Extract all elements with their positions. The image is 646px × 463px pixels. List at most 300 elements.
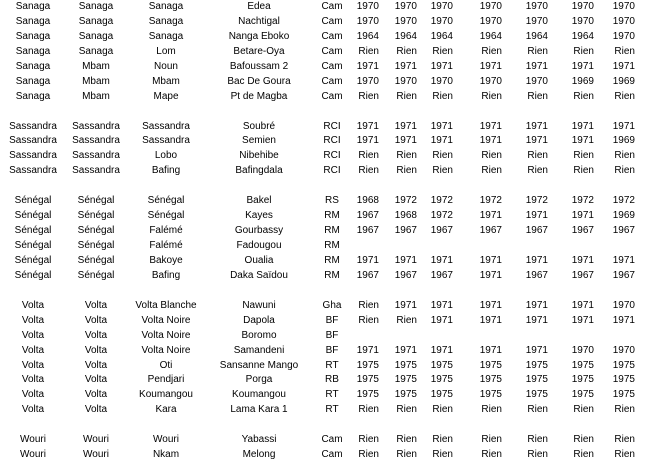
basin-cell: Volta	[21, 344, 45, 356]
year-cell: 1970	[394, 1, 417, 12]
country-cell: RM	[324, 210, 340, 222]
year-cell: 1971	[394, 135, 417, 147]
tributary-cell: Sanaga	[148, 1, 184, 12]
year-cell: Rien	[527, 449, 548, 461]
year-cell: 1970	[612, 344, 635, 356]
year-cell: 1971	[394, 254, 417, 266]
year-cell: 1972	[525, 195, 548, 207]
year-cell: Rien	[358, 314, 379, 326]
year-cell: 1971	[479, 210, 502, 222]
year-cell: 1967	[356, 210, 379, 222]
basin-cell: Volta	[21, 314, 45, 326]
basin-cell: Sanaga	[15, 1, 51, 12]
table-row	[0, 329, 646, 344]
basin-cell: Volta	[21, 389, 45, 401]
year-cell: 1967	[571, 269, 594, 281]
basin-cell: Volta	[21, 329, 45, 341]
year-cell: 1971	[525, 344, 548, 356]
year-cell: 1971	[430, 344, 453, 356]
tributary-cell: Mape	[153, 90, 179, 102]
river-cell: Wouri	[83, 434, 109, 446]
tributary-cell: Bakoye	[149, 254, 183, 266]
country-cell: RT	[325, 389, 339, 401]
table-row	[0, 90, 646, 105]
year-cell: Rien	[527, 150, 548, 162]
year-cell: 1971	[356, 135, 379, 147]
year-cell: 1971	[394, 60, 417, 72]
year-cell: 1971	[430, 314, 453, 326]
country-cell: RT	[325, 404, 339, 416]
river-cell: Volta	[84, 344, 108, 356]
year-cell: Rien	[573, 150, 594, 162]
year-cell: 1970	[612, 299, 635, 311]
tributary-cell: Sénégal	[147, 210, 185, 222]
tributary-cell: Pendjari	[147, 374, 185, 386]
year-cell: 1975	[356, 374, 379, 386]
year-cell: 1975	[394, 359, 417, 371]
year-cell: Rien	[614, 165, 635, 177]
year-cell: 1971	[356, 60, 379, 72]
year-cell: 1975	[571, 374, 594, 386]
year-cell: 1971	[479, 135, 502, 147]
country-cell: Cam	[321, 90, 343, 102]
year-cell: 1972	[430, 195, 453, 207]
tributary-cell: Wouri	[153, 434, 179, 446]
year-cell: Rien	[573, 404, 594, 416]
year-cell: Rien	[358, 299, 379, 311]
year-cell: 1975	[571, 359, 594, 371]
year-cell: Rien	[481, 404, 502, 416]
tributary-cell: Koumangou	[139, 389, 193, 401]
year-cell: 1975	[612, 374, 635, 386]
year-cell: 1971	[430, 120, 453, 132]
station-cell: Daka Saïdou	[230, 269, 288, 281]
group-spacer	[0, 179, 646, 194]
table-row	[0, 239, 646, 254]
river-cell: Sanaga	[78, 15, 114, 27]
station-cell: Semien	[242, 135, 276, 147]
year-cell: 1975	[479, 374, 502, 386]
tributary-cell: Lom	[156, 45, 176, 57]
basin-cell: Volta	[21, 359, 45, 371]
country-cell: Cam	[321, 1, 343, 12]
year-cell: Rien	[481, 434, 502, 446]
river-cell: Sénégal	[77, 269, 115, 281]
year-cell: 1971	[612, 120, 635, 132]
year-cell: 1969	[612, 210, 635, 222]
country-cell: Cam	[321, 434, 343, 446]
year-cell: Rien	[481, 90, 502, 102]
tributary-cell: Falémé	[149, 225, 183, 237]
year-cell: 1971	[394, 344, 417, 356]
group-spacer	[0, 418, 646, 433]
basin-cell: Sassandra	[9, 135, 57, 147]
year-cell: Rien	[432, 45, 453, 57]
year-cell: 1975	[356, 389, 379, 401]
table-row	[0, 134, 646, 149]
year-cell: Rien	[432, 449, 453, 461]
group-spacer	[0, 105, 646, 120]
year-cell: Rien	[432, 150, 453, 162]
year-cell: 1970	[525, 15, 548, 27]
table-row	[0, 15, 646, 30]
station-cell: Melong	[242, 449, 276, 461]
year-cell: 1971	[525, 135, 548, 147]
year-cell: 1970	[612, 15, 635, 27]
year-cell: 1971	[430, 135, 453, 147]
river-cell: Sénégal	[77, 240, 115, 251]
basin-cell: Sassandra	[9, 150, 57, 162]
station-cell: Porga	[245, 374, 273, 386]
basin-cell: Sassandra	[9, 120, 57, 132]
year-cell: Rien	[527, 90, 548, 102]
country-cell: Cam	[321, 449, 343, 461]
station-cell: Bakel	[246, 195, 272, 207]
year-cell: 1968	[394, 210, 417, 222]
country-cell: RM	[324, 254, 340, 266]
year-cell: 1971	[430, 254, 453, 266]
year-cell: 1972	[394, 195, 417, 207]
year-cell: 1975	[394, 374, 417, 386]
basin-cell: Sanaga	[15, 75, 51, 87]
station-cell: Nibehibe	[239, 150, 279, 162]
year-cell: 1970	[571, 15, 594, 27]
year-cell: Rien	[481, 45, 502, 57]
tributary-cell: Falémé	[149, 240, 183, 251]
country-cell: Cam	[321, 15, 343, 27]
year-cell: Rien	[527, 165, 548, 177]
year-cell: 1967	[525, 225, 548, 237]
tributary-cell: Sénégal	[147, 195, 185, 207]
tributary-cell: Volta Noire	[141, 344, 191, 356]
year-cell: 1970	[356, 15, 379, 27]
station-cell: Yabassi	[241, 434, 277, 446]
river-cell: Mbam	[82, 60, 110, 72]
year-cell: Rien	[614, 404, 635, 416]
country-cell: BF	[325, 329, 339, 341]
basin-cell: Volta	[21, 374, 45, 386]
country-cell: RCI	[323, 165, 341, 177]
river-cell: Sénégal	[77, 210, 115, 222]
year-cell: 1972	[430, 210, 453, 222]
year-cell: 1964	[525, 30, 548, 42]
year-cell: 1967	[394, 225, 417, 237]
tributary-cell: Volta Blanche	[135, 299, 197, 311]
country-cell: RM	[324, 240, 340, 251]
tributary-cell: Sanaga	[148, 30, 184, 42]
station-cell: Koumangou	[232, 389, 286, 401]
river-cell: Volta	[84, 404, 108, 416]
year-cell: 1967	[612, 225, 635, 237]
year-cell: 1970	[612, 1, 635, 12]
group-spacer	[0, 284, 646, 299]
year-cell: Rien	[614, 150, 635, 162]
year-cell: 1975	[479, 359, 502, 371]
basin-cell: Wouri	[20, 434, 46, 446]
station-cell: Fadougou	[236, 240, 282, 251]
basin-cell: Sanaga	[15, 30, 51, 42]
table-row	[0, 373, 646, 388]
station-cell: Nanga Eboko	[228, 30, 290, 42]
basin-cell: Sénégal	[14, 269, 52, 281]
year-cell: 1972	[479, 195, 502, 207]
year-cell: 1975	[356, 359, 379, 371]
country-cell: Gha	[322, 299, 342, 311]
year-cell: Rien	[396, 90, 417, 102]
year-cell: 1971	[356, 344, 379, 356]
river-cell: Sanaga	[78, 1, 114, 12]
river-cell: Volta	[84, 329, 108, 341]
river-cell: Sassandra	[72, 165, 120, 177]
year-cell: 1967	[571, 225, 594, 237]
table-row	[0, 344, 646, 359]
year-cell: 1975	[430, 374, 453, 386]
year-cell: 1975	[394, 389, 417, 401]
tributary-cell: Volta Noire	[141, 329, 191, 341]
tributary-cell: Nkam	[152, 449, 180, 461]
year-cell: 1971	[525, 60, 548, 72]
year-cell: 1967	[356, 225, 379, 237]
table-row	[0, 209, 646, 224]
year-cell: 1967	[430, 225, 453, 237]
year-cell: Rien	[396, 449, 417, 461]
year-cell: 1964	[394, 30, 417, 42]
river-cell: Sassandra	[72, 150, 120, 162]
year-cell: 1971	[479, 60, 502, 72]
year-cell: 1964	[430, 30, 453, 42]
tributary-cell: Mbam	[152, 75, 180, 87]
year-cell: Rien	[573, 45, 594, 57]
tributary-cell: Kara	[155, 404, 177, 416]
year-cell: Rien	[481, 150, 502, 162]
country-cell: RM	[324, 269, 340, 281]
year-cell: Rien	[358, 404, 379, 416]
year-cell: Rien	[614, 449, 635, 461]
basin-cell: Sénégal	[14, 254, 52, 266]
station-cell: Bac De Goura	[227, 75, 291, 87]
tributary-cell: Bafing	[151, 269, 181, 281]
year-cell: 1970	[479, 1, 502, 12]
year-cell: 1970	[525, 75, 548, 87]
year-cell: 1967	[430, 269, 453, 281]
river-cell: Wouri	[83, 449, 109, 461]
country-cell: RB	[325, 374, 339, 386]
year-cell: Rien	[396, 165, 417, 177]
year-cell: 1975	[612, 359, 635, 371]
year-cell: 1971	[479, 344, 502, 356]
basin-cell: Sanaga	[15, 15, 51, 27]
year-cell: 1970	[430, 75, 453, 87]
year-cell: 1975	[525, 374, 548, 386]
year-cell: 1964	[479, 30, 502, 42]
year-cell: Rien	[614, 434, 635, 446]
year-cell: 1970	[356, 1, 379, 12]
year-cell: 1975	[479, 389, 502, 401]
year-cell: 1970	[612, 30, 635, 42]
year-cell: 1971	[571, 60, 594, 72]
station-cell: Boromo	[241, 329, 277, 341]
basin-cell: Volta	[21, 404, 45, 416]
year-cell: Rien	[573, 449, 594, 461]
river-cell: Volta	[84, 314, 108, 326]
year-cell: Rien	[396, 150, 417, 162]
year-cell: Rien	[396, 45, 417, 57]
year-cell: 1975	[430, 389, 453, 401]
basin-cell: Sanaga	[15, 90, 51, 102]
station-cell: Bafingdala	[235, 165, 283, 177]
country-cell: RCI	[323, 150, 341, 162]
tributary-cell: Volta Noire	[141, 314, 191, 326]
year-cell: 1975	[430, 359, 453, 371]
year-cell: 1972	[612, 195, 635, 207]
year-cell: 1970	[479, 75, 502, 87]
country-cell: Cam	[321, 75, 343, 87]
year-cell: 1970	[479, 15, 502, 27]
year-cell: Rien	[527, 45, 548, 57]
table-row	[0, 359, 646, 374]
year-cell: Rien	[614, 90, 635, 102]
country-cell: RCI	[323, 135, 341, 147]
year-cell: 1967	[479, 225, 502, 237]
tributary-cell: Sanaga	[148, 15, 184, 27]
country-cell: Cam	[321, 30, 343, 42]
station-cell: Edea	[247, 1, 271, 12]
year-cell: 1971	[479, 254, 502, 266]
tributary-cell: Sassandra	[142, 135, 190, 147]
year-cell: 1967	[394, 269, 417, 281]
year-cell: 1971	[430, 299, 453, 311]
year-cell: Rien	[432, 434, 453, 446]
year-cell: 1970	[430, 15, 453, 27]
table-row	[0, 0, 646, 15]
year-cell: 1971	[525, 314, 548, 326]
year-cell: 1975	[571, 389, 594, 401]
tributary-cell: Oti	[159, 359, 173, 371]
year-cell: Rien	[481, 165, 502, 177]
table-row	[0, 194, 646, 209]
table-row	[0, 60, 646, 75]
year-cell: Rien	[481, 449, 502, 461]
year-cell: 1969	[612, 75, 635, 87]
river-cell: Sassandra	[72, 120, 120, 132]
year-cell: Rien	[358, 150, 379, 162]
year-cell: 1971	[525, 254, 548, 266]
year-cell: 1971	[571, 120, 594, 132]
river-cell: Sassandra	[72, 135, 120, 147]
year-cell: Rien	[358, 434, 379, 446]
year-cell: 1971	[612, 60, 635, 72]
year-cell: Rien	[358, 90, 379, 102]
basin-cell: Sanaga	[15, 60, 51, 72]
year-cell: Rien	[396, 314, 417, 326]
country-cell: RS	[325, 195, 339, 207]
country-cell: RM	[324, 225, 340, 237]
year-cell: 1967	[356, 269, 379, 281]
year-cell: 1971	[356, 120, 379, 132]
table-row	[0, 45, 646, 60]
river-cell: Sénégal	[77, 254, 115, 266]
year-cell: 1971	[525, 120, 548, 132]
year-cell: Rien	[358, 165, 379, 177]
year-cell: 1971	[571, 299, 594, 311]
table-row	[0, 149, 646, 164]
year-cell: 1971	[571, 254, 594, 266]
year-cell: Rien	[432, 165, 453, 177]
country-cell: RT	[325, 359, 339, 371]
table-row	[0, 30, 646, 45]
year-cell: Rien	[432, 90, 453, 102]
year-cell: Rien	[358, 45, 379, 57]
river-cell: Volta	[84, 389, 108, 401]
river-cell: Sanaga	[78, 45, 114, 57]
station-cell: Sansanne Mango	[219, 359, 299, 371]
year-cell: Rien	[573, 434, 594, 446]
table-row	[0, 269, 646, 284]
table-row	[0, 75, 646, 90]
station-cell: Soubré	[242, 120, 276, 132]
year-cell: 1975	[525, 359, 548, 371]
river-cell: Mbam	[82, 90, 110, 102]
year-cell: Rien	[396, 434, 417, 446]
year-cell: 1971	[571, 210, 594, 222]
year-cell: 1971	[612, 254, 635, 266]
table-row	[0, 164, 646, 179]
year-cell: 1971	[394, 299, 417, 311]
country-cell: Cam	[321, 45, 343, 57]
basin-cell: Sanaga	[15, 45, 51, 57]
year-cell: 1964	[571, 30, 594, 42]
table-row	[0, 314, 646, 329]
year-cell: Rien	[573, 90, 594, 102]
river-cell: Volta	[84, 299, 108, 311]
year-cell: Rien	[527, 434, 548, 446]
year-cell: 1971	[394, 120, 417, 132]
table-row	[0, 403, 646, 418]
year-cell: 1971	[612, 314, 635, 326]
year-cell: 1970	[571, 1, 594, 12]
basin-cell: Sénégal	[14, 240, 52, 251]
station-cell: Kayes	[245, 210, 273, 222]
year-cell: Rien	[358, 449, 379, 461]
year-cell: 1971	[571, 314, 594, 326]
table-row	[0, 120, 646, 135]
station-cell: Nawuni	[242, 299, 276, 311]
station-cell: Bafoussam 2	[229, 60, 289, 72]
year-cell: 1969	[571, 75, 594, 87]
country-cell: RCI	[323, 120, 341, 132]
year-cell: Rien	[432, 404, 453, 416]
river-cell: Volta	[84, 359, 108, 371]
table-row	[0, 388, 646, 403]
year-cell: 1970	[571, 344, 594, 356]
year-cell: 1971	[430, 60, 453, 72]
year-cell: 1971	[479, 299, 502, 311]
table-row	[0, 433, 646, 448]
basin-cell: Sassandra	[9, 165, 57, 177]
year-cell: 1971	[356, 254, 379, 266]
station-cell: Oualia	[244, 254, 274, 266]
year-cell: 1967	[525, 269, 548, 281]
year-cell: 1970	[525, 1, 548, 12]
river-cell: Sénégal	[77, 225, 115, 237]
year-cell: Rien	[396, 404, 417, 416]
station-cell: Nachtigal	[238, 15, 280, 27]
basin-cell: Sénégal	[14, 195, 52, 207]
tributary-cell: Lobo	[154, 150, 178, 162]
year-cell: 1969	[612, 135, 635, 147]
year-cell: 1964	[356, 30, 379, 42]
year-cell: Rien	[573, 165, 594, 177]
